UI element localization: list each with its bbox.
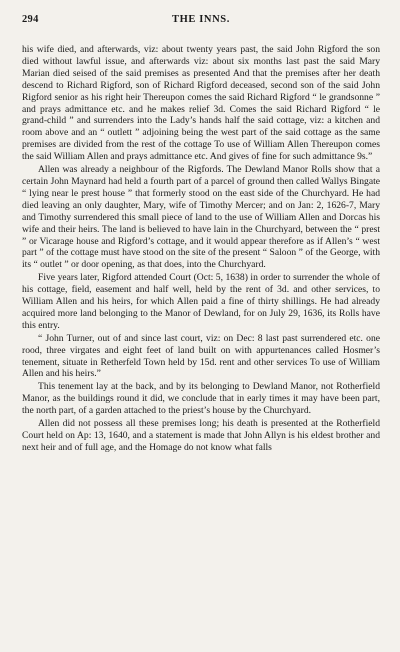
page-body: [22, 44, 380, 454]
paragraph: Allen was already a neighbour of the Rigfords. The Dewland Manor Rolls show that a certain John Maynard had held a fourth part of a parcel of ground then called Wallys Bingate “ lying near le prest house ” that formerly stood on the east side of the Churchyard. He had died leaving an only daughter, Mary, wife of Timothy Mercer; and on Jan: 2, 1626-7, Mary and Timothy surrendered this small piece of land to the use of William Allen and Dorcas his wife and their heirs. The land is believed to have lain in the Churchyard, between the “ prest ” or Vicarage house and Rigford’s cottage, and it would appear therefore as if Allen’s “ west part ” of the cottage must have stood on the site of the present “ Saloon ” of the George, with its “ outlet ” or door opening, as that does, into the Churchyard.: [22, 164, 380, 271]
paragraph: “ John Turner, out of and since last court, viz: on Dec: 8 last past surrendered etc. one rood, three virgates and eight feet of land built on with appurtenances called Hosmer’s tenement, situate in Retherfeld Town held by 15d. rent and other services To use of William Allen and his heirs.”: [22, 332, 380, 380]
paragraph: Five years later, Rigford attended Court (Oct: 5, 1638) in order to surrender the whole of his cottage, field, easement and half well, held by the rent of 3d. and other services, to William Allen and his heirs, for which Allen paid a fine of thirty shillings. He had already acquired more land belonging to the Manor of Dewland, for on July 29, 1636, its Rolls have this entry.: [22, 272, 380, 331]
running-header: [22, 14, 380, 28]
paragraph: Allen did not possess all these premises long; his death is presented at the Rotherfield Court held on Ap: 13, 1640, and a statement is made that John Allyn is his eldest brother and next heir and of full age, and the Homage do not know what falls: [22, 418, 380, 453]
page-number: 294: [22, 14, 39, 25]
paragraph: This tenement lay at the back, and by its belonging to Dewland Manor, not Rotherfield Manor, as the buildings round it did, we conclude that in early times it may have been part, the north part, of a garden attached to the priest’s house by the Churchyard.: [22, 381, 380, 417]
paragraph: his wife died, and afterwards, viz: about twenty years past, the said John Rigford the son died without lawful issue, and afterwards viz: about six months last past the said Mary Marian died seised of the said premises as presented And that the premises after her death descend to Richard Rigford, son of Richard Rigford deceased, second son of the said John Rigford senior as his right heir Thereupon comes the said Richard Rigford “ le grandsonne ” and prays admittance etc. and he makes relief 3d. Comes the said Richard Rigford “ le grand-child ” and surrenders into the Lady’s hands half the said cottage, viz: a kitchen and room above and an “ outlett ” adjoining being the west part of the said cottage as the same premises are divided from the rest of the cottage To use of William Allen Thereupon comes the said William Allen and prays admittance etc. And gives of fine for such admittance 9s.”: [22, 44, 380, 163]
running-title: THE INNS.: [172, 14, 230, 25]
